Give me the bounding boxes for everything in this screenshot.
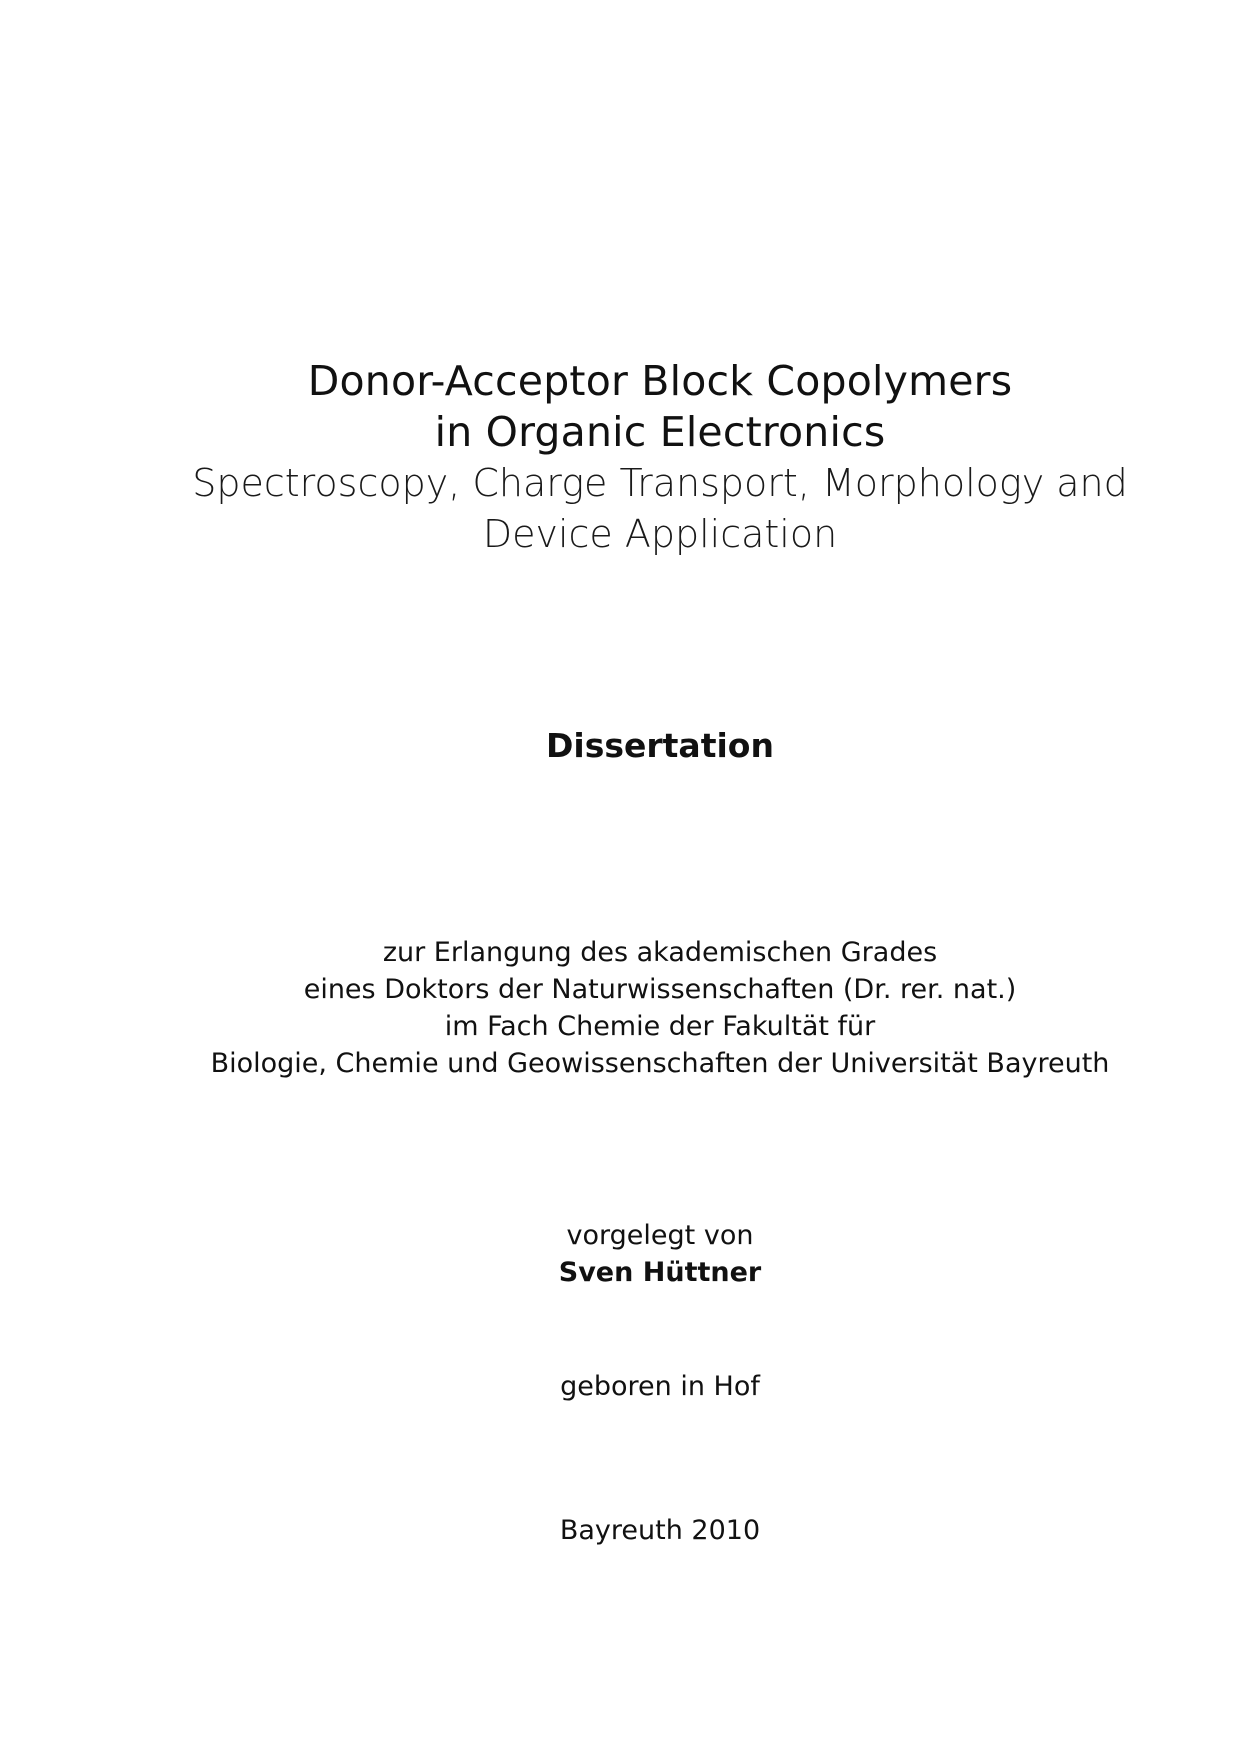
author-section: [160, 1217, 1160, 1291]
purpose-line-2: eines Doktors der Naturwissenschaften (Dr. rer. nat.): [303, 974, 1017, 1005]
purpose-line-3: im Fach Chemie der Fakultät für: [444, 1011, 876, 1042]
author-name: Sven Hüttner: [558, 1257, 762, 1288]
title-line-2: in Organic Electronics: [434, 408, 886, 456]
birthplace: geboren in Hof: [560, 1371, 760, 1402]
place-and-year: Bayreuth 2010: [559, 1515, 761, 1546]
subtitle-line-2: Device Application: [482, 512, 838, 556]
submitted-by-label: vorgelegt von: [566, 1220, 754, 1251]
subtitle-line-1: Spectroscopy, Charge Transport, Morphology and: [192, 461, 1128, 505]
purpose-line-1: zur Erlangung des akademischen Grades: [382, 937, 938, 968]
thesis-title: [160, 356, 1160, 560]
purpose-line-4: Biologie, Chemie und Geowissenschaften der Universität Bayreuth: [210, 1048, 1110, 1079]
degree-purpose: [160, 934, 1160, 1082]
title-line-1: Donor-Acceptor Block Copolymers: [307, 357, 1013, 405]
document-type: Dissertation: [546, 726, 774, 765]
